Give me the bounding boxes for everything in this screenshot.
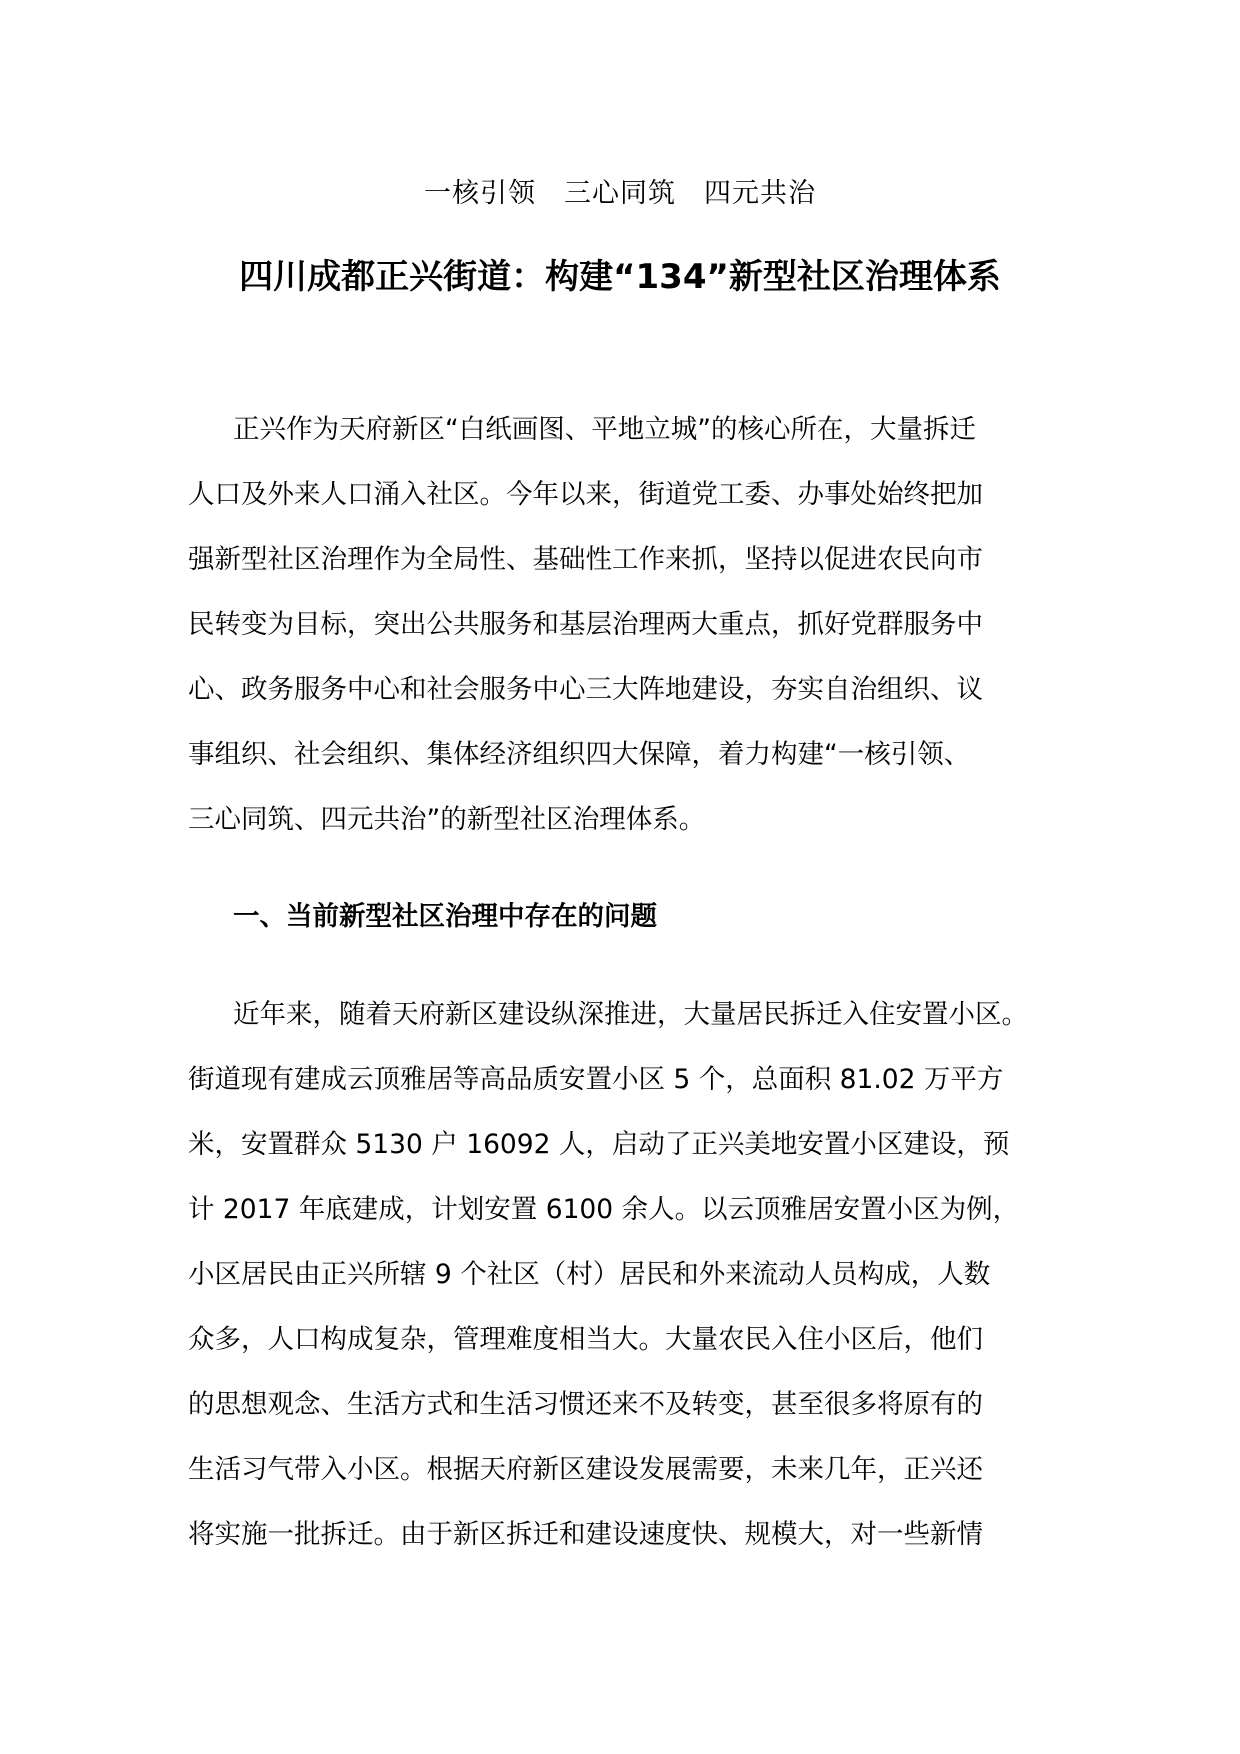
intro-paragraph [188, 397, 1068, 852]
paragraph-line: 的思想观念、生活方式和生活习惯还来不及转变，甚至很多将原有的 [188, 1389, 983, 1420]
document-subtitle: 一核引领 三心同筑 四元共治 [424, 178, 816, 209]
paragraph-line: 生活习气带入小区。根据天府新区建设发展需要，未来几年，正兴还 [188, 1454, 983, 1485]
paragraph-line: 民转变为目标，突出公共服务和基层治理两大重点，抓好党群服务中 [188, 609, 983, 640]
paragraph-line: 心、政务服务中心和社会服务中心三大阵地建设，夯实自治组织、议 [188, 674, 983, 705]
paragraph-line: 将实施一批拆迁。由于新区拆迁和建设速度快、规模大，对一些新情 [188, 1519, 983, 1550]
section-paragraph [188, 982, 1068, 1567]
paragraph-line: 人口及外来人口涌入社区。今年以来，街道党工委、办事处始终把加 [188, 479, 983, 510]
paragraph-line: 强新型社区治理作为全局性、基础性工作来抓，坚持以促进农民向市 [188, 544, 983, 575]
paragraph-line: 三心同筑、四元共治”的新型社区治理体系。 [188, 804, 706, 835]
paragraph-line: 街道现有建成云顶雅居等高品质安置小区 5 个，总面积 81.02 万平方 [188, 1064, 1004, 1095]
paragraph-line: 众多，人口构成复杂，管理难度相当大。大量农民入住小区后，他们 [188, 1324, 983, 1355]
paragraph-line: 事组织、社会组织、集体经济组织四大保障，着力构建“一核引领、 [188, 739, 971, 770]
section-heading: 一、当前新型社区治理中存在的问题 [233, 901, 657, 932]
paragraph-line: 小区居民由正兴所辖 9 个社区（村）居民和外来流动人员构成，人数 [188, 1259, 991, 1290]
document-title: 四川成都正兴街道：构建“134”新型社区治理体系 [239, 257, 1001, 297]
paragraph-line: 近年来，随着天府新区建设纵深推进，大量居民拆迁入住安置小区。 [233, 999, 1028, 1030]
paragraph-line: 计 2017 年底建成，计划安置 6100 余人。以云顶雅居安置小区为例， [188, 1194, 1020, 1225]
paragraph-line: 米，安置群众 5130 户 16092 人，启动了正兴美地安置小区建设，预 [188, 1129, 1010, 1160]
paragraph-line: 正兴作为天府新区“白纸画图、平地立城”的核心所在，大量拆迁 [233, 414, 976, 445]
